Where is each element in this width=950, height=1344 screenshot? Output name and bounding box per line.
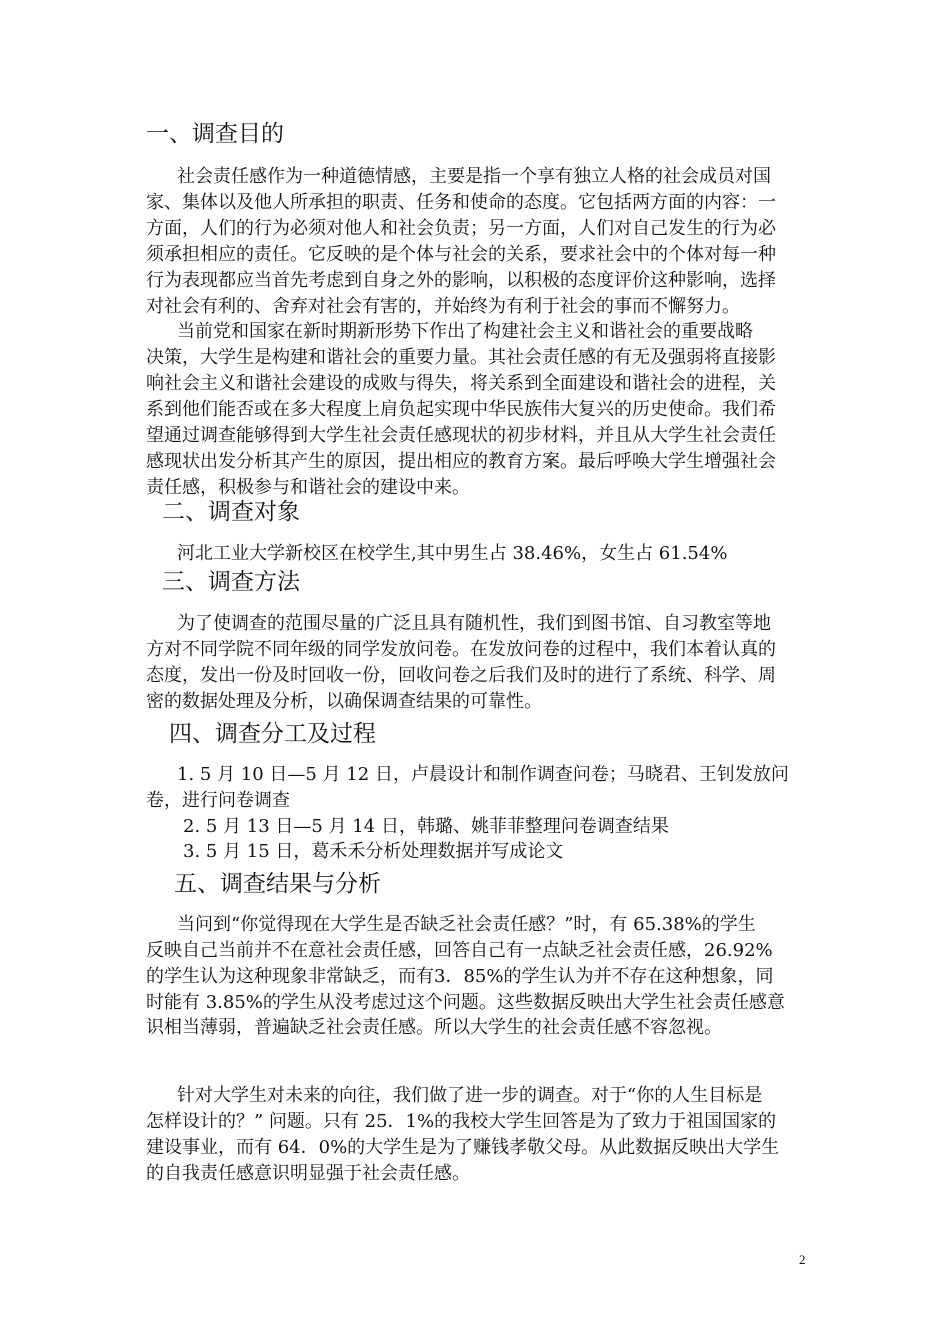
paragraph-line: 责任感，积极参与和谐社会的建设中来。: [146, 477, 470, 498]
paragraph-line: 反映自己当前并不在意社会责任感，回答自己有一点缺乏社会责任感，26.92%: [146, 940, 773, 961]
paragraph-line: 河北工业大学新校区在校学生,其中男生占 38.46%，女生占 61.54%: [177, 543, 728, 564]
paragraph-line: 方对不同学院不同年级的同学发放问卷。在发放问卷的过程中，我们本着认真的: [146, 639, 776, 660]
paragraph-line: 建设事业，而有 64．0%的大学生是为了赚钱孝敬父母。从此数据反映出大学生: [146, 1137, 780, 1158]
section-heading-results: 五、调查结果与分析: [174, 871, 381, 897]
paragraph-line: 密的数据处理及分析，以确保调查结果的可靠性。: [146, 691, 542, 712]
paragraph-line: 响社会主义和谐社会建设的成败与得失，将关系到全面建设和谐社会的进程，关: [146, 373, 776, 394]
paragraph-line: 行为表现都应当首先考虑到自身之外的影响，以积极的态度评价这种影响，选择: [146, 270, 776, 291]
paragraph-line: 系到他们能否或在多大程度上肩负起实现中华民族伟大复兴的历史使命。我们希: [146, 399, 776, 420]
paragraph-line: 须承担相应的责任。它反映的是个体与社会的关系，要求社会中的个体对每一种: [146, 244, 776, 265]
paragraph-line: 识相当薄弱，普遍缺乏社会责任感。所以大学生的社会责任感不容忽视。: [146, 1017, 722, 1038]
paragraph-line: 对社会有利的、舍弃对社会有害的，并始终为有利于社会的事而不懈努力。: [146, 296, 740, 317]
list-item: 1. 5 月 10 日—5 月 12 日，卢晨设计和制作调查问卷；马晓君、王钊发放问: [177, 764, 789, 785]
paragraph-line: 怎样设计的？” 问题。只有 25．1%的我校大学生回答是为了致力于祖国国家的: [146, 1111, 777, 1132]
paragraph-line: 感现状出发分析其产生的原因，提出相应的教育方案。最后呼唤大学生增强社会: [146, 451, 776, 472]
list-item: 3. 5 月 15 日，葛禾禾分析处理数据并写成论文: [183, 841, 564, 862]
paragraph-line: 社会责任感作为一种道德情感，主要是指一个享有独立人格的社会成员对国: [177, 166, 771, 187]
paragraph-line: 当前党和国家在新时期新形势下作出了构建社会主义和谐社会的重要战略: [177, 321, 753, 342]
paragraph-line: 望通过调查能够得到大学生社会责任感现状的初步材料，并且从大学生社会责任: [146, 425, 776, 446]
paragraph-line: 态度，发出一份及时回收一份，回收问卷之后我们及时的进行了系统、科学、周: [146, 665, 776, 686]
paragraph-line: 时能有 3.85%的学生从没考虑过这个问题。这些数据反映出大学生社会责任感意: [146, 992, 785, 1013]
list-item: 卷，进行问卷调查: [146, 790, 290, 811]
section-heading-purpose: 一、调查目的: [146, 121, 284, 147]
paragraph-line: 方面，人们的行为必须对他人和社会负责；另一方面，人们对自己发生的行为必: [146, 218, 776, 239]
section-heading-subjects: 二、调查对象: [162, 499, 300, 525]
page-number: 2: [799, 1252, 806, 1267]
section-heading-method: 三、调查方法: [162, 569, 300, 595]
paragraph-line: 决策，大学生是构建和谐社会的重要力量。其社会责任感的有无及强弱将直接影: [146, 347, 776, 368]
paragraph-line: 的自我责任感意识明显强于社会责任感。: [146, 1163, 470, 1184]
paragraph-line: 针对大学生对未来的向往，我们做了进一步的调查。对于“你的人生目标是: [177, 1085, 763, 1106]
list-item: 2. 5 月 13 日—5 月 14 日，韩璐、姚菲菲整理问卷调查结果: [183, 816, 669, 837]
paragraph-line: 的学生认为这种现象非常缺乏，而有3．85%的学生认为并不存在这种想象，同: [146, 966, 774, 987]
paragraph-line: 当问到“你觉得现在大学生是否缺乏社会责任感？”时，有 65.38%的学生: [177, 914, 756, 935]
paragraph-line: 为了使调查的范围尽量的广泛且具有随机性，我们到图书馆、自习教室等地: [177, 613, 771, 634]
section-heading-division: 四、调查分工及过程: [169, 721, 376, 747]
paragraph-line: 家、集体以及他人所承担的职责、任务和使命的态度。它包括两方面的内容：一: [146, 192, 776, 213]
